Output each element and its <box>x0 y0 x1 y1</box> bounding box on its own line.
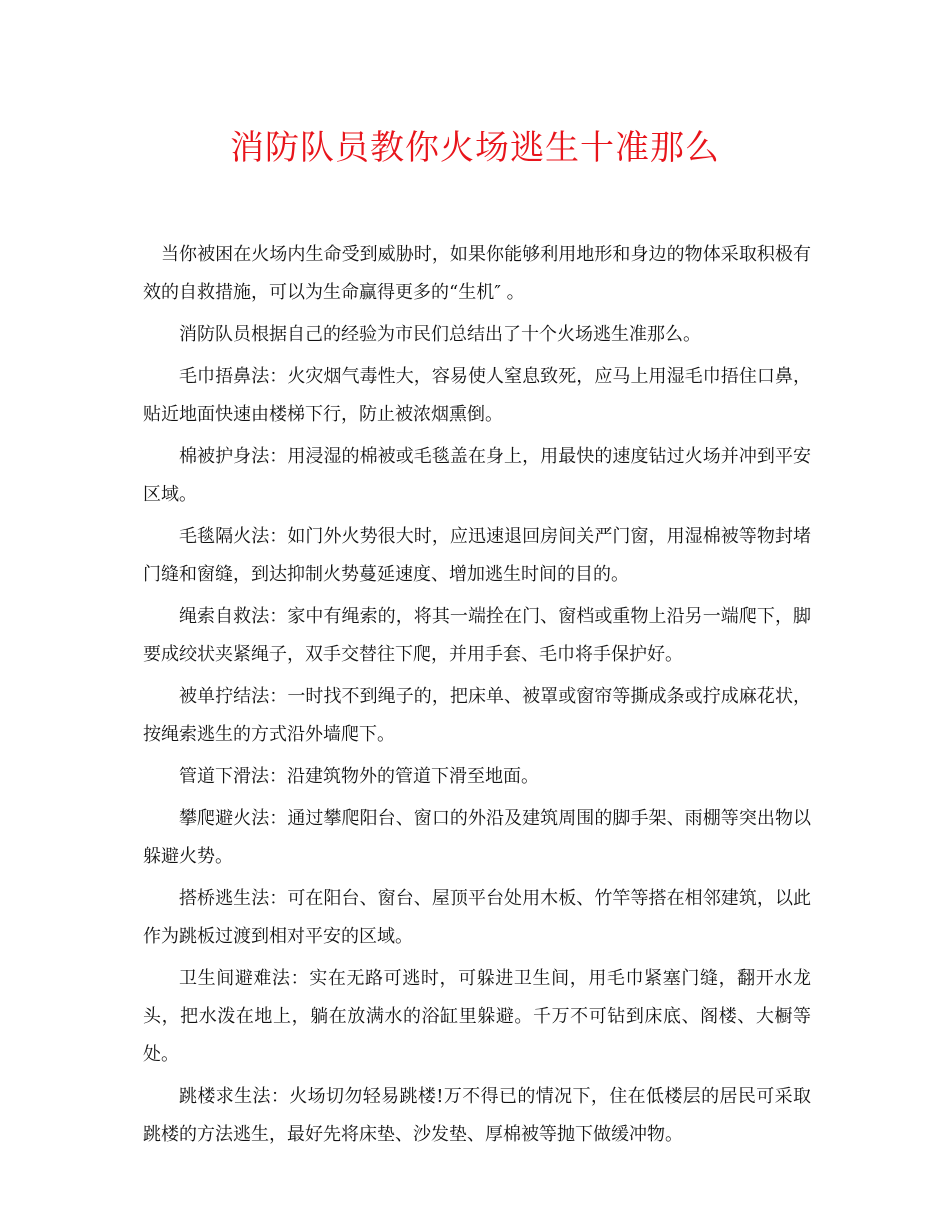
paragraph-pipe-method: 管道下滑法：沿建筑物外的管道下滑至地面。 <box>179 766 539 787</box>
document-title: 消防队员教你火场逃生十准那么 <box>230 128 720 168</box>
document-body <box>143 236 811 1158</box>
paragraph-intro: 当你被困在火场内生命受到威胁时，如果你能够利用地形和身边的物体采取积极有效的自救措施，可以为生命赢得更多的“生机″ 。 <box>143 244 811 303</box>
paragraph-jump-method: 跳楼求生法：火场切勿轻易跳楼!万不得已的情况下，住在低楼层的居民可采取跳楼的方法逃生，最好先将床垫、沙发垫、厚棉被等抛下做缓冲物。 <box>143 1086 811 1145</box>
paragraph-towel-method: 毛巾捂鼻法：火灾烟气毒性大，容易使人窒息致死，应马上用湿毛巾捂住口鼻，贴近地面快速由楼梯下行，防止被浓烟熏倒。 <box>143 366 811 425</box>
paragraph-summary: 消防队员根据自己的经验为市民们总结出了十个火场逃生准那么。 <box>179 324 701 345</box>
paragraph-bathroom-method: 卫生间避难法：实在无路可逃时，可躲进卫生间，用毛巾紧塞门缝，翻开水龙头，把水泼在地上，躺在放满水的浴缸里躲避。千万不可钻到床底、阁楼、大橱等处。 <box>143 968 811 1065</box>
paragraph-climb-method: 攀爬避火法：通过攀爬阳台、窗口的外沿及建筑周围的脚手架、雨棚等突出物以躲避火势。 <box>143 808 811 867</box>
paragraph-rope-method: 绳索自救法：家中有绳索的，将其一端拴在门、窗档或重物上沿另一端爬下，脚要成绞状夹紧绳子，双手交替往下爬，并用手套、毛巾将手保护好。 <box>143 606 811 665</box>
paragraph-bridge-method: 搭桥逃生法：可在阳台、窗台、屋顶平台处用木板、竹竿等搭在相邻建筑，以此作为跳板过渡到相对平安的区域。 <box>143 888 811 947</box>
paragraph-blanket-method: 毛毯隔火法：如门外火势很大时，应迅速退回房间关严门窗，用湿棉被等物封堵门缝和窗缝，到达抑制火势蔓延速度、增加逃生时间的目的。 <box>143 526 811 585</box>
paragraph-quilt-method: 棉被护身法：用浸湿的棉被或毛毯盖在身上，用最快的速度钻过火场并冲到平安区域。 <box>143 446 811 505</box>
paragraph-sheet-method: 被单拧结法：一时找不到绳子的，把床单、被罩或窗帘等撕成条或拧成麻花状，按绳索逃生的方式沿外墙爬下。 <box>143 686 811 745</box>
